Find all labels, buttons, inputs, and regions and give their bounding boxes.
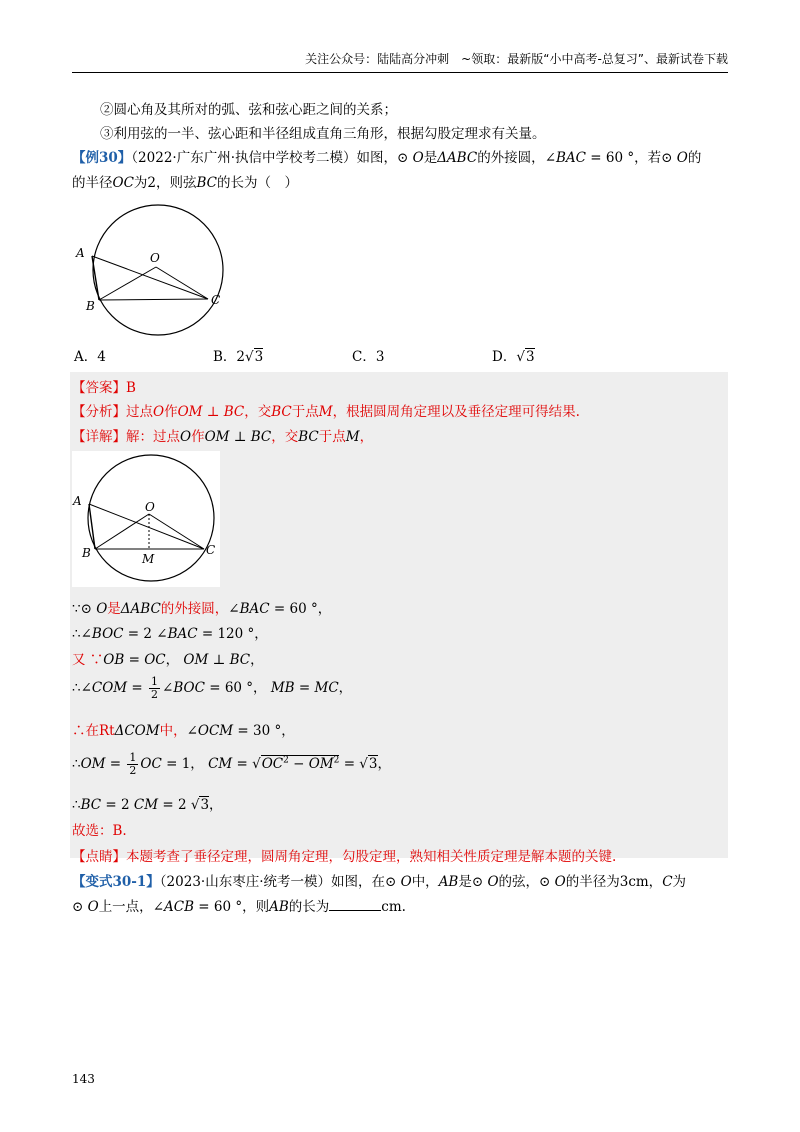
analysis-line: 【分析】过点O作OM ⊥ BC，交BC于点M，根据圆周角定理以及垂径定理可得结果. bbox=[72, 404, 580, 420]
intro-line-2: ②圆心角及其所对的弧、弦和弦心距之间的关系； bbox=[100, 102, 397, 118]
option-a: A．4 bbox=[74, 349, 106, 365]
circle-figure-1 bbox=[74, 200, 234, 340]
step-4: ∴∠COM = $\frac{1}{2}$ ∠BOC = 60 °， MB = MC， bbox=[72, 675, 353, 701]
answer-line: 【答案】B bbox=[72, 380, 136, 396]
step-1: ∵⊙ O是ΔABC的外接圆，∠BAC = 60 °， bbox=[72, 601, 332, 617]
intro-line-3: ③利用弦的一半、弦心距和半径组成直角三角形，根据勾股定理求有关量。 bbox=[100, 126, 546, 142]
circle-figure-2 bbox=[72, 451, 220, 587]
option-b: B．2√3 bbox=[213, 349, 264, 365]
step-6: ∴OM = $\frac{1}{2}$ OC = 1， CM = $√OC^2 - OM^2 = √3$， bbox=[72, 751, 391, 777]
step-3: 又 ∵OB = OC， OM ⊥ BC， bbox=[72, 652, 264, 668]
label-O: O bbox=[150, 251, 160, 265]
label-O: O bbox=[145, 500, 155, 514]
step-7: ∴BC = 2 CM = 2 √3， bbox=[72, 797, 223, 813]
comment-line: 【点睛】本题考查了垂径定理，圆周角定理，勾股定理，熟知相关性质定理是解本题的关键. bbox=[72, 849, 617, 865]
option-c: C．3 bbox=[352, 349, 385, 365]
choice-line: 故选：B. bbox=[72, 823, 127, 839]
label-B: B bbox=[82, 546, 91, 560]
comment-tag: 【点睛】 bbox=[72, 849, 126, 865]
header-rule bbox=[72, 72, 728, 73]
answer-tag: 【答案】 bbox=[72, 380, 126, 396]
example-stem-line-1: 【例30】（2022·广东广州·执信中学校考二模）如图，⊙ O是ΔABC的外接圆，∠BAC = 60 °，若⊙ O的 bbox=[72, 150, 702, 166]
step-2: ∴∠BOC = 2 ∠BAC = 120 °， bbox=[72, 626, 268, 642]
label-B: B bbox=[86, 299, 95, 313]
option-d: D．√3 bbox=[492, 349, 535, 365]
answer-blank bbox=[329, 898, 381, 911]
variant-line-2: ⊙ O上一点，∠ACB = 60 °，则AB的长为 cm. bbox=[72, 899, 406, 915]
example-stem-line-2: 的半径OC为2，则弦BC的长为（ ） bbox=[72, 175, 299, 191]
label-C: C bbox=[206, 543, 216, 557]
label-C: C bbox=[211, 293, 221, 307]
variant-line-1: 【变式30-1】（2023·山东枣庄·统考一模）如图，在⊙ O中，AB是⊙ O的弦，⊙ O的半径为3cm，C为 bbox=[72, 874, 687, 890]
detail-line: 【详解】解：过点O作OM ⊥ BC，交BC于点M， bbox=[72, 429, 374, 445]
example-tag: 【例30】 bbox=[72, 150, 132, 166]
page-header: 关注公众号：陆陆高分冲刺 ~领取：最新版“小中高考-总复习”、最新试卷下载 bbox=[305, 52, 728, 66]
label-A: A bbox=[73, 494, 82, 508]
label-M: M bbox=[142, 552, 155, 566]
page-number: 143 bbox=[72, 1072, 95, 1086]
variant-tag: 【变式30-1】 bbox=[72, 874, 160, 890]
analysis-tag: 【分析】 bbox=[72, 404, 126, 420]
detail-tag: 【详解】 bbox=[72, 429, 126, 445]
step-5: ∴在RtΔCOM中，∠OCM = 30 °， bbox=[72, 723, 295, 739]
label-A: A bbox=[76, 246, 85, 260]
